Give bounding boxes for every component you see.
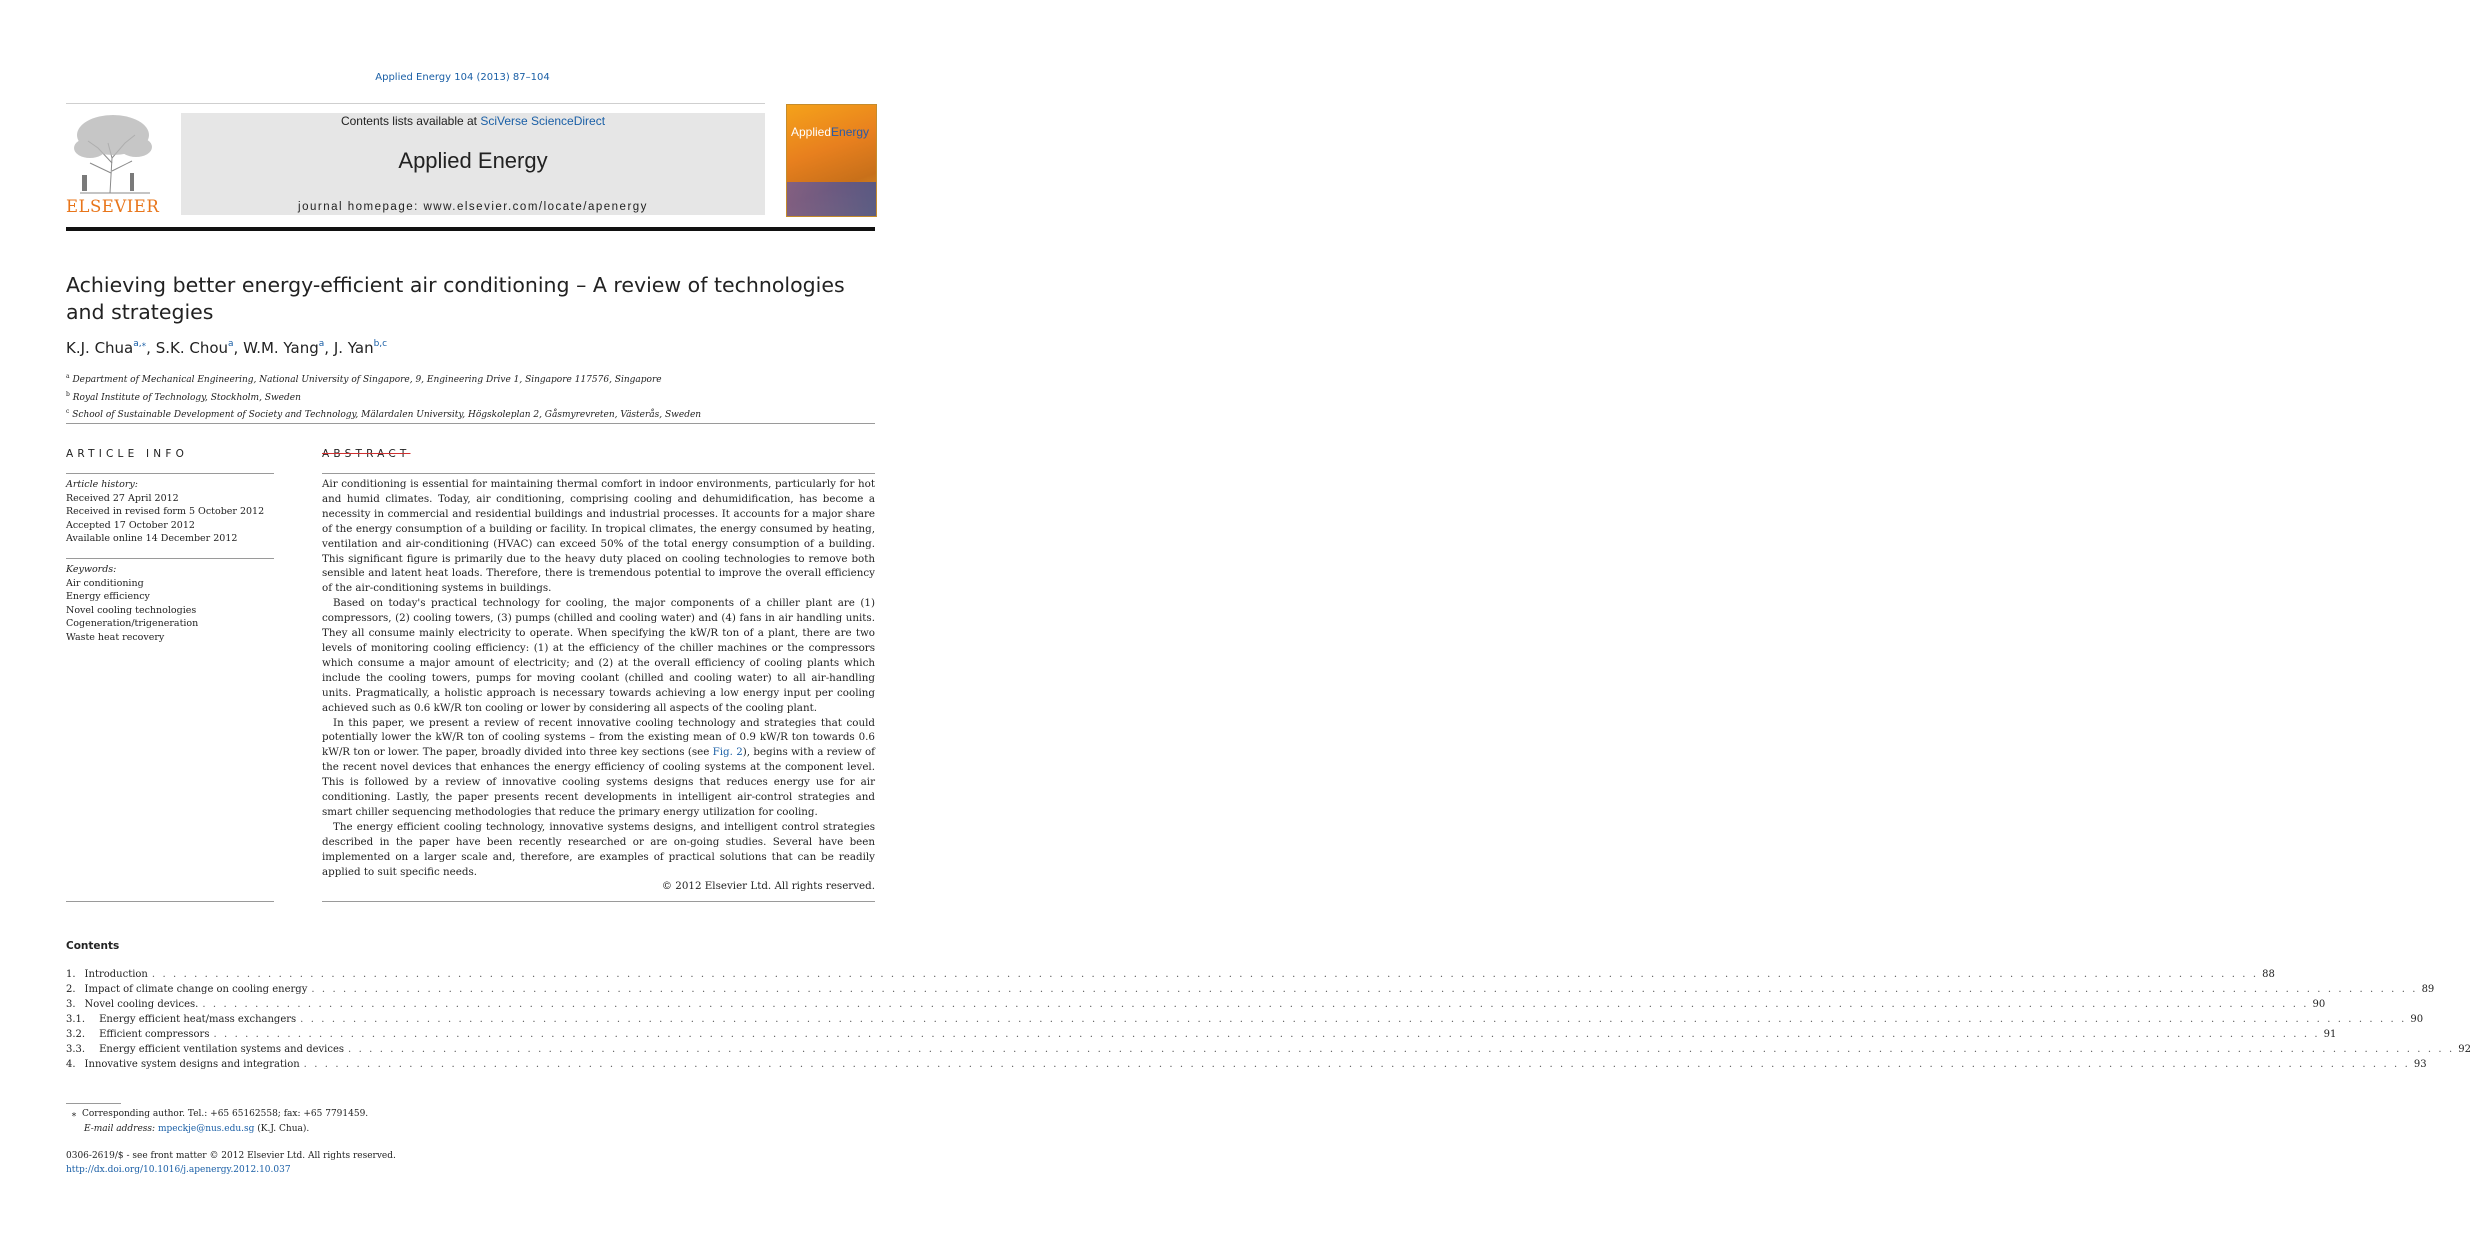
toc-page-number[interactable]: 93 — [2413, 1059, 2427, 1070]
keywords-label: Keywords: — [66, 564, 117, 575]
sciencedirect-link[interactable]: SciVerse ScienceDirect — [480, 114, 606, 128]
history-item: Available online 14 December 2012 — [66, 533, 238, 544]
toc-leader-dots: . . . . . . . . . . . . . . . . . . . . . . . . . . . . . . . . . . . . . . . . . . . . . . . . . . . . . . . . . . . . . . . . . . . . . . . . . . . . . . . . . . . . . . . . . . . . . . . . . . . . . . . . . . . . . . . . . . . . . . . . . . . . . . . . . . . . . . . . . . . . . . . . . . . . . . . . . . . . . . . . . . . . . . . . . . . . . . . . . . . . . . . . . . . . . . . . . . . . . . . . — [151, 969, 2259, 980]
header-divider — [66, 103, 765, 104]
history-item: Received 27 April 2012 — [66, 492, 179, 504]
toc-number: 3.1. — [66, 1014, 86, 1025]
email-note: E-mail address: mpeckje@nus.edu.sg (K.J. Chua). — [84, 1123, 310, 1134]
article-history — [66, 478, 274, 546]
affiliation-item: $^a$ Department of Mechanical Engineering, National University of Singapore, 9, Engineering Drive 1, Singapore 117576, Singapore — [66, 373, 662, 385]
abstract-paragraph: Based on today's practical technology for cooling, the major components of a chiller plant are (1) compressors, (2) cooling towers, (3) pumps (chilled and cooling water) and (4) fans in air handling units. They all consume mainly electricity to operate. When specifying the kW/R ton of a plant, there are two levels of monitoring cooling efficiency: (1) at the efficiency of the chiller machines or the compressors which consume a major amount of electricity; and (2) at the overall efficiency of cooling plants which include the cooling towers, pumps for moving coolant (chilled and cooling water) to all air-handling units. Pragmatically, a holistic approach is necessary towards achieving a low energy input per cooling achieved such as 0.6 kW/R ton cooling or lower by considering all aspects of the cooling plant. — [322, 597, 875, 714]
toc-number: 1. — [66, 969, 76, 980]
author-affiliation-mark[interactable]: a,⁎ — [133, 339, 147, 349]
toc-title[interactable]: Energy efficient heat/mass exchangers — [99, 1014, 297, 1025]
author-name[interactable]: S.K. Chou — [155, 339, 229, 357]
author-name[interactable]: W.M. Yang — [243, 339, 319, 357]
toc-page-number[interactable]: 91 — [2323, 1029, 2337, 1040]
divider — [66, 473, 274, 474]
toc-leader-dots: . . . . . . . . . . . . . . . . . . . . . . . . . . . . . . . . . . . . . . . . . . . . . . . . . . . . . . . . . . . . . . . . . . . . . . . . . . . . . . . . . . . . . . . . . . . . . . . . . . . . . . . . . . . . . . . . . . . . . . . . . . . . . . . . . . . . . . . . . . . . . . . . . . . . . . . . . . . . . . . . . . . . . . . . . . . . . . . . . . . . . . . . . . . . . . . . . . . . . . . . — [348, 1044, 2455, 1055]
toc-page-number[interactable]: 90 — [2312, 999, 2326, 1010]
keyword-item: Energy efficiency — [66, 591, 150, 602]
divider — [322, 473, 875, 474]
footnotes — [66, 1107, 875, 1136]
divider — [66, 901, 274, 902]
history-label: Article history: — [66, 479, 138, 490]
header-thick-rule — [66, 227, 875, 231]
toc-number: 4. — [66, 1059, 76, 1070]
doi-link[interactable]: http://dx.doi.org/10.1016/j.apenergy.2012.10.037 — [66, 1164, 291, 1175]
cover-title: AppliedEnergy — [791, 125, 870, 139]
title-divider — [66, 423, 875, 424]
author-list: K.J. Chua$^{a,⁎}$, S.K. Chou$^a$, W.M. Yang$^a$, J. Yan$^{b,c}$ — [66, 339, 388, 357]
article-title: Achieving better energy-efficient air conditioning – A review of technologies and strategies — [66, 273, 845, 324]
toc-page-number[interactable]: 89 — [2421, 984, 2435, 995]
toc-page-number[interactable]: 88 — [2262, 969, 2275, 980]
affiliations — [66, 370, 875, 423]
affiliation-item: $^b$ Royal Institute of Technology, Stockholm, Sweden — [66, 390, 301, 403]
toc-entry[interactable] — [66, 984, 2435, 999]
journal-name: Applied Energy — [398, 148, 548, 173]
cover-band — [787, 182, 876, 216]
contents-available-line: Contents lists available at SciVerse ScienceDirect — [340, 114, 606, 128]
keyword-item: Novel cooling technologies — [66, 604, 197, 616]
elsevier-logo — [66, 113, 159, 217]
toc-leader-dots: . . . . . . . . . . . . . . . . . . . . . . . . . . . . . . . . . . . . . . . . . . . . . . . . . . . . . . . . . . . . . . . . . . . . . . . . . . . . . . . . . . . . . . . . . . . . . . . . . . . . . . . . . . . . . . . . . . . . . . . . . . . . . . . . . . . . . . . . . . . . . . . . . . . . . . . . . . . . . . . . . . . . . . . . . . . . . . . . . . . . . . . . . . . . . . . . . . . . . . . . — [300, 1014, 2407, 1025]
toc-number: 3.3. — [66, 1044, 86, 1055]
toc-number: 2. — [66, 984, 76, 995]
journal-banner — [181, 113, 765, 215]
issn-line: 0306-2619/$ - see front matter © 2012 Elsevier Ltd. All rights reserved. — [66, 1151, 396, 1161]
toc-page-number[interactable]: 92 — [2458, 1044, 2471, 1055]
author-affiliation-mark[interactable]: a — [318, 339, 325, 349]
abstract-paragraph: Air conditioning is essential for maintaining thermal comfort in indoor environments, particularly for hot and humid climates. Today, air conditioning, comprising cooling and dehumidification, has become a necessity in commercial and residential buildings and industrial processes. It accounts for a major share of the energy consumption of a building or facility. In tropical climates, the energy consumed by heating, ventilation and air-conditioning (HVAC) can exceed 50% of the total energy consumption of a building. This significant figure is primarily due to the heavy duty placed on cooling technologies to remove both sensible and latent heat loads. Therefore, there is tremendous potential to improve the overall efficiency of the air-conditioning systems in buildings. — [322, 478, 875, 595]
issn-block — [66, 1150, 875, 1177]
footnote-divider — [66, 1103, 121, 1104]
toc-number: 3.2. — [66, 1029, 86, 1040]
toc-title[interactable]: Energy efficient ventilation systems and devices — [99, 1044, 345, 1055]
article-info-heading: ARTICLE INFO — [66, 448, 189, 460]
toc-leader-dots: . . . . . . . . . . . . . . . . . . . . . . . . . . . . . . . . . . . . . . . . . . . . . . . . . . . . . . . . . . . . . . . . . . . . . . . . . . . . . . . . . . . . . . . . . . . . . . . . . . . . . . . . . . . . . . . . . . . . . . . . . . . . . . . . . . . . . . . . . . . . . . . . . . . . . . . . . . . . . . . . . . . . . . . . . . . . . . . . . . . . . . . . . . . . . . . . . . . . . . . . — [311, 984, 2418, 995]
toc-title[interactable]: Efficient compressors — [99, 1029, 210, 1040]
toc-title[interactable]: Impact of climate change on cooling energy — [84, 984, 308, 995]
toc-entry[interactable] — [66, 1014, 2424, 1029]
history-item: Accepted 17 October 2012 — [66, 519, 195, 531]
keyword-item: Air conditioning — [66, 577, 144, 589]
toc-title[interactable]: Novel cooling devices. — [84, 999, 199, 1010]
journal-citation[interactable]: Applied Energy 104 (2013) 87–104 — [375, 72, 550, 83]
toc-leader-dots: . . . . . . . . . . . . . . . . . . . . . . . . . . . . . . . . . . . . . . . . . . . . . . . . . . . . . . . . . . . . . . . . . . . . . . . . . . . . . . . . . . . . . . . . . . . . . . . . . . . . . . . . . . . . . . . . . . . . . . . . . . . . . . . . . . . . . . . . . . . . . . . . . . . . . . . . . . . . . . . . . . . . . . . . . . . . . . . . . . . . . . . . . . . . . . . . . . . . . . . . — [202, 999, 2309, 1010]
author-name[interactable]: J. Yan — [333, 339, 374, 357]
toc-number: 3. — [66, 999, 76, 1010]
author-affiliation-mark[interactable]: a — [228, 339, 234, 349]
divider — [322, 901, 875, 902]
toc-entry[interactable] — [66, 999, 2326, 1014]
elsevier-tree-icon — [70, 113, 156, 195]
contents-heading: Contents — [66, 940, 120, 952]
history-item: Received in revised form 5 October 2012 — [66, 506, 265, 517]
toc-entry[interactable] — [66, 969, 2275, 984]
toc-leader-dots: . . . . . . . . . . . . . . . . . . . . . . . . . . . . . . . . . . . . . . . . . . . . . . . . . . . . . . . . . . . . . . . . . . . . . . . . . . . . . . . . . . . . . . . . . . . . . . . . . . . . . . . . . . . . . . . . . . . . . . . . . . . . . . . . . . . . . . . . . . . . . . . . . . . . . . . . . . . . . . . . . . . . . . . . . . . . . . . . . . . . . . . . . . . . . . . . . . . . . . . . — [213, 1029, 2320, 1040]
elsevier-wordmark: ELSEVIER — [66, 197, 160, 216]
keyword-item: Waste heat recovery — [66, 631, 165, 643]
divider — [66, 558, 274, 559]
toc-entry[interactable] — [66, 1029, 2337, 1044]
abstract-paragraph: The energy efficient cooling technology, innovative systems designs, and intelligent control strategies described in the paper have been recently researched or are on-going studies. Several have been implemented on a larger scale and, therefore, are examples of practical solutions that can be readily applied to suit specific needs. — [322, 820, 875, 878]
copyright-notice: © 2012 Elsevier Ltd. All rights reserved. — [661, 880, 875, 893]
figure-link[interactable]: Fig. 2 — [712, 746, 743, 759]
toc-entry[interactable] — [66, 1044, 2471, 1059]
table-of-contents — [66, 969, 2471, 1074]
toc-leader-dots: . . . . . . . . . . . . . . . . . . . . . . . . . . . . . . . . . . . . . . . . . . . . . . . . . . . . . . . . . . . . . . . . . . . . . . . . . . . . . . . . . . . . . . . . . . . . . . . . . . . . . . . . . . . . . . . . . . . . . . . . . . . . . . . . . . . . . . . . . . . . . . . . . . . . . . . . . . . . . . . . . . . . . . . . . . . . . . . . . . . . . . . . . . . . . . . . . . . . . . . . — [303, 1059, 2410, 1070]
toc-title[interactable]: Innovative system designs and integration — [84, 1059, 300, 1070]
abstract-body — [322, 477, 875, 894]
author-name[interactable]: K.J. Chua — [66, 339, 134, 357]
journal-homepage[interactable]: journal homepage: www.elsevier.com/locate/apenergy — [298, 201, 648, 213]
toc-page-number[interactable]: 90 — [2410, 1014, 2424, 1025]
toc-title[interactable]: Introduction — [84, 969, 148, 980]
toc-entry[interactable] — [66, 1059, 2427, 1074]
keyword-item: Cogeneration/trigeneration — [66, 618, 199, 629]
author-affiliation-mark[interactable]: b,c — [373, 339, 388, 349]
abstract-paragraph: In this paper, we present a review of recent innovative cooling technology and strategies that could potentially lower the kW/R ton of cooling systems – from the existing mean of 0.9 kW/R ton towards 0.6 kW/R ton or lower. The paper, broadly divided into three key sections (see Fig. 2), begins with a review of the recent novel devices that enhances the energy efficiency of cooling systems at the component level. This is followed by a review of innovative cooling systems designs that reduces energy use for air conditioning. Lastly, the paper presents recent developments in intelligent air-control strategies and smart chiller sequencing methodologies that reduce the primary energy utilization for cooling. — [322, 716, 875, 818]
keywords — [66, 563, 274, 644]
journal-cover-image — [786, 104, 877, 217]
abstract-heading: ABSTRACT — [322, 448, 411, 460]
email-link[interactable]: mpeckje@nus.edu.sg — [157, 1123, 255, 1134]
affiliation-item: $^c$ School of Sustainable Development of Society and Technology, Mälardalen University, Högskoleplan 2, Gåsmyrevreten, Västerås, Sweden — [66, 408, 702, 420]
corresponding-author-note: ⁎ Corresponding author. Tel.: +65 65162558; fax: +65 7791459. — [71, 1109, 369, 1119]
